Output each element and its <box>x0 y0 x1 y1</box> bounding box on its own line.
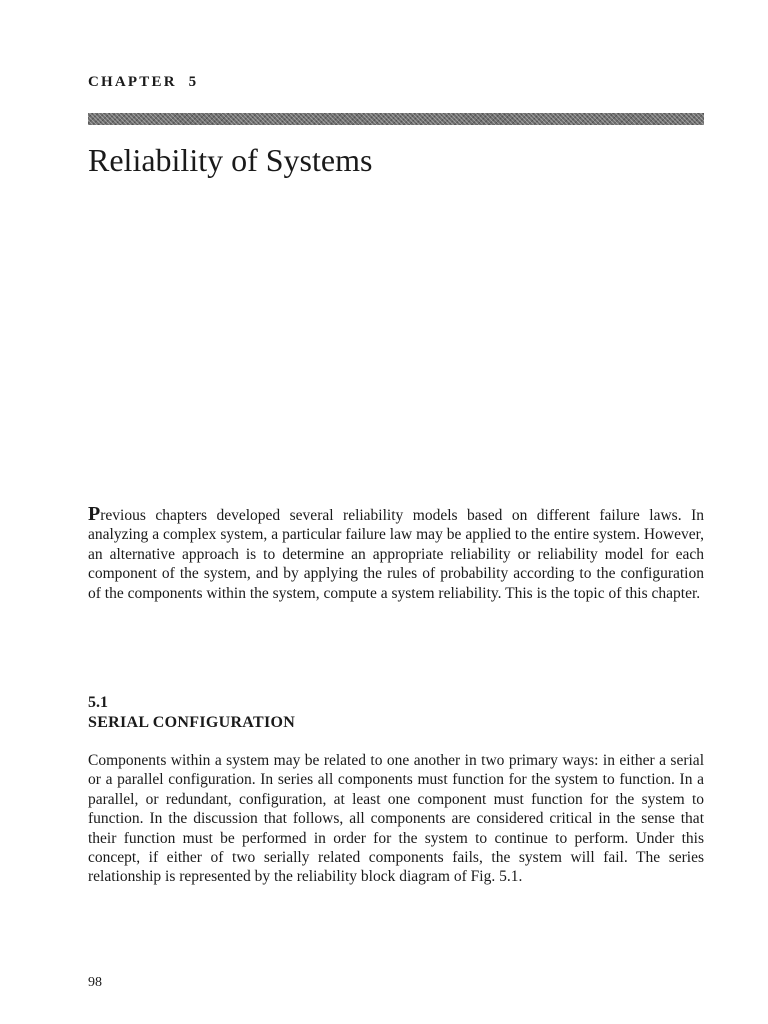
section-title: SERIAL CONFIGURATION <box>88 714 296 731</box>
intro-text: revious chapters developed several reliability models based on different failure laws. In analyzing a complex system, a particular failure law may be applied to the entire system. However, an alternative approach is to determine an appropriate reliability or reliability model for each component of the system, and by applying the rules of probability according to the configuration of the components within the system, compute a system reliability. This is the topic of this chapter. <box>88 507 704 602</box>
chapter-label: CHAPTER 5 <box>88 74 199 90</box>
intro-paragraph <box>88 505 704 603</box>
chapter-rule-divider <box>88 113 704 125</box>
intro-dropcap: P <box>88 503 101 525</box>
section-number: 5.1 <box>88 694 108 711</box>
chapter-title: Reliability of Systems <box>88 142 373 178</box>
section-body-paragraph: Components within a system may be related to one another in two primary ways: in either a serial or a parallel configuration. In series all components must function for the system to function. In a parallel, or redundant, configuration, at least one component must function for the system to function. In the discussion that follows, all components are considered critical in the sense that their function must be performed in order for the system to continue to perform. Under this concept, if either of two serially related components fails, the system will fail. The series relationship is represented by the reliability block diagram of Fig. 5.1. <box>88 752 704 886</box>
page-number: 98 <box>88 975 102 990</box>
